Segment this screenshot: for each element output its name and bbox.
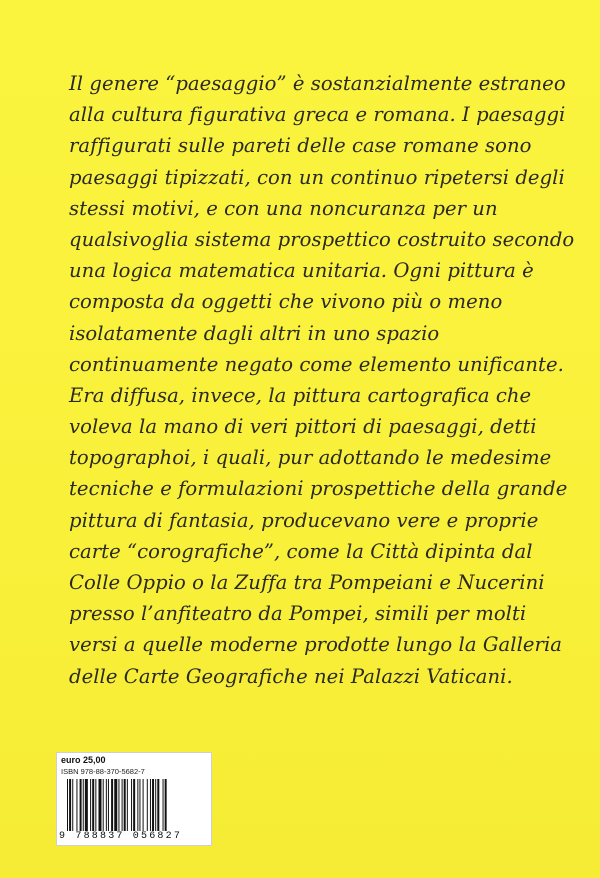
blurb-line: presso l’anfiteatro da Pompei, simili per molti: [69, 602, 527, 626]
barcode-bar: [127, 779, 128, 831]
blurb-line: paesaggi tipizzati, con un continuo ripetersi degli: [69, 165, 565, 189]
barcode-bar: [139, 779, 140, 831]
barcode-label: [56, 752, 212, 846]
barcode-bar: [147, 779, 148, 831]
barcode-bar: [150, 779, 151, 831]
blurb-line: tecniche e formulazioni prospettiche della grande: [69, 477, 568, 501]
barcode-bar: [133, 779, 135, 831]
barcode-bar: [83, 779, 84, 831]
barcode-bar: [72, 779, 73, 831]
price-label: euro 25,00: [61, 755, 106, 765]
blurb-line: raffigurati sulle pareti delle case romane sono: [69, 134, 532, 158]
barcode-bar: [103, 779, 104, 831]
blurb-line: topographoi, i quali, pur adottando le medesime: [69, 446, 552, 470]
barcode-bar: [152, 779, 154, 831]
barcode-bar: [157, 779, 159, 831]
barcode-bar: [163, 779, 164, 831]
blurb-line: carte “corografiche”, come la Città dipinta dal: [69, 539, 533, 563]
barcode-bar: [131, 779, 132, 831]
barcode-bar: [111, 779, 113, 831]
barcode-bar: [67, 779, 68, 831]
barcode-bar: [108, 779, 109, 831]
barcode-bar: [122, 779, 123, 831]
barcode-bar: [92, 779, 94, 831]
barcode-bar: [165, 779, 167, 831]
barcode-bar: [118, 779, 119, 831]
barcode-bar: [69, 779, 71, 831]
blurb-line: continuamente negato come elemento unificante.: [69, 352, 564, 376]
back-cover-blurb: [69, 68, 589, 692]
barcode-graphic: [67, 779, 207, 831]
blurb-line: alla cultura figurativa greca e romana. I paesaggi: [69, 103, 566, 127]
barcode-bar: [99, 779, 102, 831]
blurb-line: versi a quelle moderne prodotte lungo la Galleria: [69, 633, 563, 657]
blurb-line: Colle Oppio o la Zuffa tra Pompeiani e Nucerini: [69, 571, 545, 594]
blurb-line: qualsivoglia sistema prospettico costruito secondo: [69, 227, 575, 251]
blurb-line: Era diffusa, invece, la pittura cartografica che: [69, 383, 532, 407]
barcode-bar: [124, 779, 126, 831]
blurb-line: stessi motivi, e con una noncuranza per un: [69, 196, 498, 220]
blurb-line: composta da oggetti che vivono più o meno: [69, 290, 503, 314]
barcode-bar: [85, 779, 88, 831]
isbn-label: ISBN 978-88-370-5682-7: [61, 767, 145, 776]
blurb-line: voleva la mano di veri pittori di paesaggi, detti: [69, 415, 537, 439]
barcode-bar: [155, 779, 156, 831]
barcode-bar: [114, 779, 117, 831]
barcode-bar: [95, 779, 96, 831]
barcode-bar: [143, 779, 144, 831]
barcode-bar: [90, 779, 91, 831]
blurb-line: una logica matematica unitaria. Ogni pittura è: [69, 259, 534, 283]
blurb-line: Il genere “paesaggio” è sostanzialmente estraneo: [69, 72, 566, 95]
blurb-line: delle Carte Geografiche nei Palazzi Vaticani.: [69, 664, 513, 688]
barcode-number: 9 788837 056827: [59, 831, 183, 842]
barcode-bar: [137, 779, 138, 831]
barcode-bar: [76, 779, 77, 831]
barcode-bar: [106, 779, 107, 831]
blurb-line: isolatamente dagli altri in uno spazio: [69, 321, 440, 345]
blurb-line: pittura di fantasia, producevano vere e proprie: [69, 508, 539, 532]
barcode-bar: [80, 779, 82, 831]
